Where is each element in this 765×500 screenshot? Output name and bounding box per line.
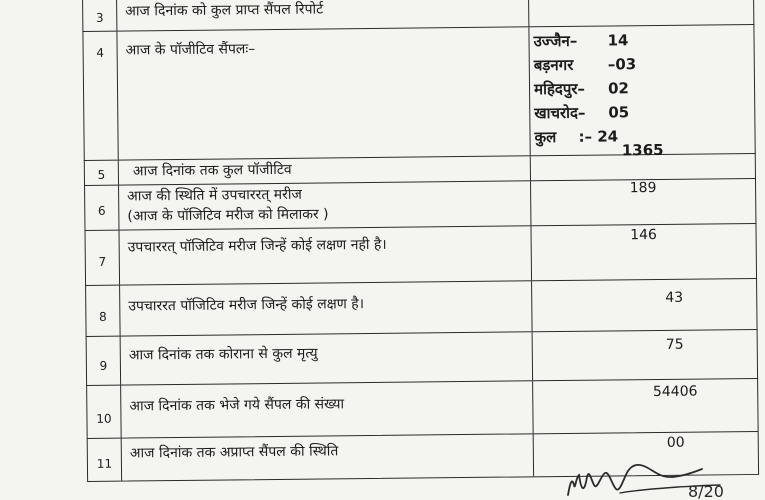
table-row [86,378,759,438]
district-name: उज्जैन– [533,31,578,51]
row-number: 3 [83,0,117,31]
row-value: 00 [666,434,685,451]
signature-date: 8/20 [688,482,724,500]
district-count: –03 [607,55,637,74]
row-description: आज दिनांक तक कोराना से कुल मृत्यु [121,332,533,384]
row-value: 75 [665,336,684,353]
row-description: आज दिनांक तक भेजे गये सैंपल की संख्या [121,381,534,437]
row-number: 9 [87,337,122,385]
district-count: 02 [607,79,630,98]
table-row [82,24,755,160]
row-number: 11 [88,439,122,481]
row-number: 6 [85,186,119,230]
district-count: 05 [608,103,630,122]
row-number: 7 [86,231,121,285]
row-description-line: (आज के पॉजिटिव मरीज को मिलाकर ) [127,206,329,225]
row-value: 1365 [621,140,664,160]
district-count: :– 24 [578,127,619,146]
row-number: 10 [87,386,122,438]
row-value [529,0,753,26]
table-row [84,178,756,230]
row-description: आज दिनांक तक अप्राप्त सैंपल की स्थिति [122,434,534,480]
row-number: 4 [83,32,118,160]
signature-mark [560,455,765,500]
district-name: महिदपुर– [533,79,586,99]
row-value: 146 [630,226,658,244]
district-entry [534,75,754,101]
district-count: 14 [607,31,629,50]
row-description: आज दिनांक तक कुल पॉजीटिव [119,156,531,184]
row-number: 8 [86,286,121,336]
table-row [84,223,757,285]
row-description: आज दिनांक को कुल प्राप्त सैंपल रिपोर्ट [117,0,529,31]
table-row [86,329,758,385]
row-description: आज के पॉजीटिव सैंपलः– [117,27,530,159]
district-entry [533,27,753,53]
table-row [85,278,757,336]
district-entry [534,51,754,77]
district-list [529,25,754,155]
district-name: बड़नगर [533,55,574,75]
district-entry [534,99,754,125]
row-number: 5 [85,161,119,185]
row-description-line: आज की स्थिति में उपचाररत् मरीज [127,186,302,205]
row-description [119,181,531,229]
row-value: 54406 [652,383,698,401]
row-value: 189 [629,179,657,197]
report-table [82,0,759,482]
row-description: उपचाररत पॉजिटिव मरीज जिन्हें कोई लक्षण है। [120,281,533,335]
row-description: उपचाररत् पॉजिटिव मरीज जिन्हें कोई लक्षण नही है। [120,226,533,284]
district-name: कुल [534,128,557,147]
district-name: खाचरोद– [534,103,586,123]
row-value: 43 [665,289,684,306]
